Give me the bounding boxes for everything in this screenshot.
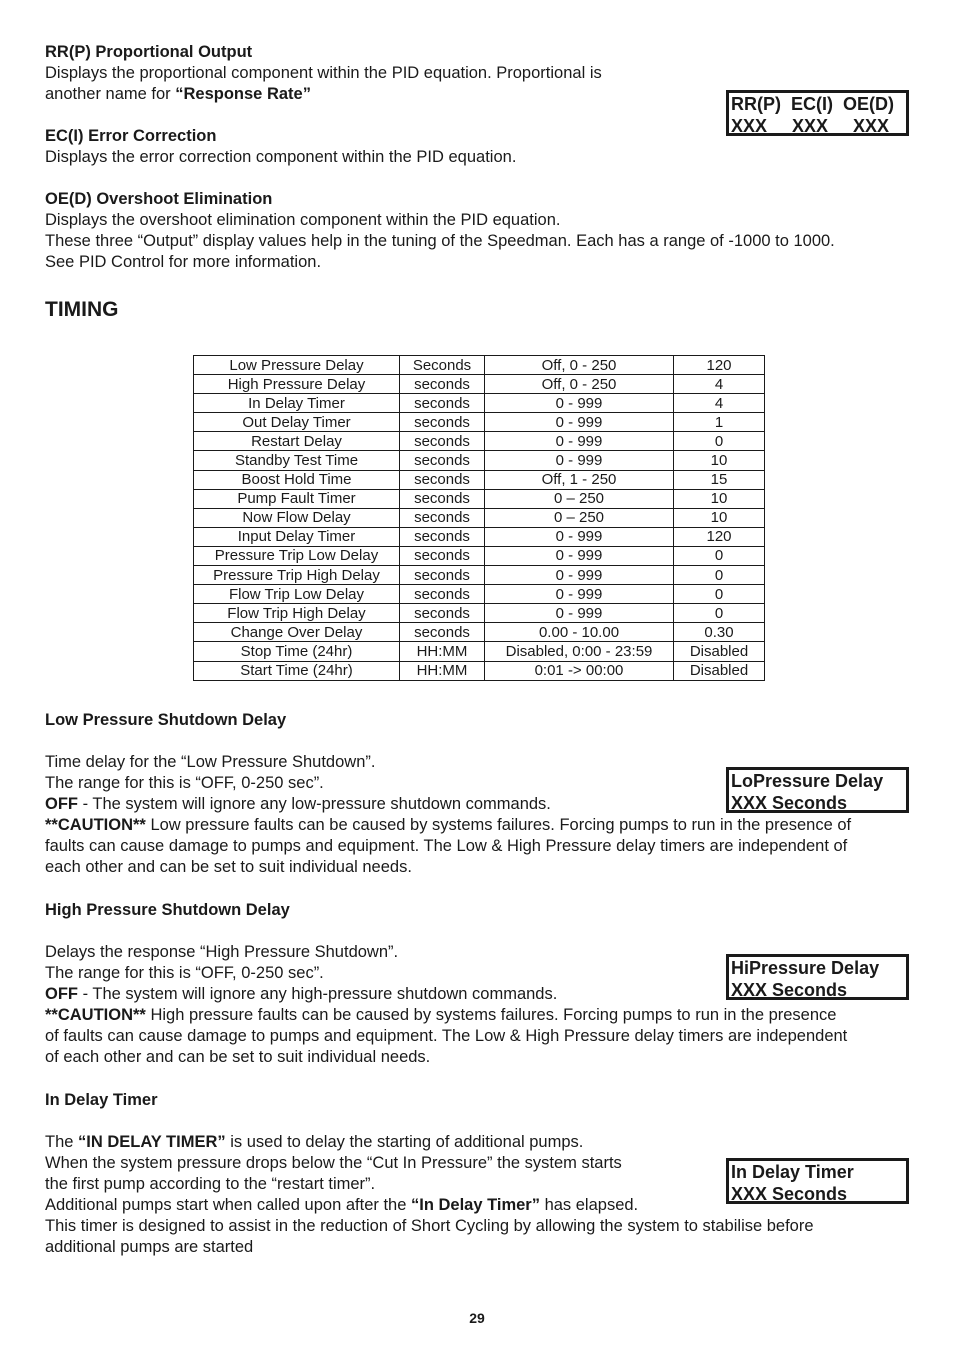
parameter-cell: Flow Trip High Delay [194,604,400,623]
range-cell: 0 – 250 [485,508,674,527]
range-cell: Off, 0 - 250 [485,356,674,375]
range-cell: 0 - 999 [485,604,674,623]
table-row [194,546,765,565]
lowp-caution-line3: each other and can be set to suit individual needs. [45,858,412,876]
highp-line1: Delays the response “High Pressure Shutdown”. [45,943,399,961]
default-cell: 4 [674,394,765,413]
lcd-highp-row2: XXX Seconds [731,980,848,1000]
lowp-heading: Low Pressure Shutdown Delay [45,711,287,729]
unit-cell: seconds [400,604,485,623]
range-cell: Disabled, 0:00 - 23:59 [485,642,674,661]
range-cell: 0 - 999 [485,413,674,432]
page-number: 29 [469,1310,485,1326]
unit-cell: Seconds [400,356,485,375]
unit-cell: seconds [400,566,485,585]
highp-caution-line3: of each other and can be set to suit individual needs. [45,1048,431,1066]
table-row [194,432,765,451]
default-cell: 0 [674,546,765,565]
table-row [194,604,765,623]
eci-line1: Displays the error correction component within the PID equation. [45,148,517,166]
range-cell: Off, 0 - 250 [485,375,674,394]
parameter-cell: High Pressure Delay [194,375,400,394]
oed-line2: These three “Output” display values help in the tuning of the Speedman. Each has a range of -1000 to 1000. [45,232,835,250]
default-cell: 10 [674,451,765,470]
unit-cell: seconds [400,623,485,642]
rrp-heading: RR(P) Proportional Output [45,43,253,61]
range-cell: 0 - 999 [485,566,674,585]
parameter-cell: Standby Test Time [194,451,400,470]
rrp-section [45,42,602,105]
table-row [194,451,765,470]
highp-line2: The range for this is “OFF, 0-250 sec”. [45,964,324,982]
parameter-cell: In Delay Timer [194,394,400,413]
lowp-line1: Time delay for the “Low Pressure Shutdown”. [45,753,376,771]
eci-section [45,126,516,168]
lcd-lowp-row1: LoPressure Delay [731,771,884,791]
default-cell: 0 [674,566,765,585]
parameter-cell: Now Flow Delay [194,508,400,527]
unit-cell: HH:MM [400,642,485,661]
table-row [194,489,765,508]
lcd-indelay-row2: XXX Seconds [731,1184,848,1204]
lowp-line2: The range for this is “OFF, 0-250 sec”. [45,774,324,792]
lcd-highp-row1: HiPressure Delay [731,958,880,978]
indelay-line1: The “IN DELAY TIMER” is used to delay the starting of additional pumps. [45,1133,584,1151]
indelay-line4: Additional pumps start when called upon after the “In Delay Timer” has elapsed. [45,1196,639,1214]
oed-heading: OE(D) Overshoot Elimination [45,190,273,208]
eci-heading: EC(I) Error Correction [45,127,217,145]
range-cell: 0 - 999 [485,432,674,451]
highp-heading: High Pressure Shutdown Delay [45,901,290,919]
unit-cell: seconds [400,527,485,546]
default-cell: Disabled [674,642,765,661]
lcd-lowp-row2: XXX Seconds [731,793,848,813]
parameter-cell: Pressure Trip High Delay [194,566,400,585]
default-cell: 120 [674,527,765,546]
unit-cell: seconds [400,508,485,527]
oed-section [45,189,835,273]
indelay-line2: When the system pressure drops below the “Cut In Pressure” the system starts [45,1154,622,1172]
table-row [194,527,765,546]
table-row [194,642,765,661]
parameter-cell: Input Delay Timer [194,527,400,546]
lcd-indelay-display [726,1158,909,1204]
unit-cell: seconds [400,451,485,470]
range-cell: 0 - 999 [485,585,674,604]
default-cell: 0 [674,585,765,604]
lowp-off-line: OFF - The system will ignore any low-pressure shutdown commands. [45,795,551,813]
range-cell: Off, 1 - 250 [485,470,674,489]
rrp-line2: another name for “Response Rate” [45,85,311,103]
unit-cell: seconds [400,394,485,413]
indelay-line3: the first pump according to the “restart timer”. [45,1175,376,1193]
unit-cell: seconds [400,432,485,451]
rrp-line1: Displays the proportional component within the PID equation. Proportional is [45,64,602,82]
default-cell: 10 [674,489,765,508]
default-cell: 120 [674,356,765,375]
oed-line1: Displays the overshoot elimination component within the PID equation. [45,211,561,229]
table-row [194,375,765,394]
unit-cell: seconds [400,546,485,565]
unit-cell: seconds [400,375,485,394]
range-cell: 0 - 999 [485,527,674,546]
oed-line3: See PID Control for more information. [45,253,322,271]
unit-cell: seconds [400,470,485,489]
lcd-pid-row2: XXX XXX XXX [731,116,890,136]
parameter-cell: Boost Hold Time [194,470,400,489]
parameter-cell: Pump Fault Timer [194,489,400,508]
default-cell: 1 [674,413,765,432]
lcd-pid-row1: RR(P) EC(I) OE(D) [731,94,894,114]
table-row [194,566,765,585]
highp-caution-line2: of faults can cause damage to pumps and equipment. The Low & High Pressure delay timers are independent [45,1027,848,1045]
lowp-caution-line2: faults can cause damage to pumps and equipment. The Low & High Pressure delay timers are independent of [45,837,848,855]
range-cell: 0 – 250 [485,489,674,508]
default-cell: 15 [674,470,765,489]
lcd-lowp-display [726,767,909,813]
lcd-highp-display [726,954,909,1000]
range-cell: 0 - 999 [485,546,674,565]
timing-table [193,355,765,681]
table-row [194,585,765,604]
default-cell: Disabled [674,661,765,680]
parameter-cell: Restart Delay [194,432,400,451]
range-cell: 0 - 999 [485,394,674,413]
lcd-indelay-row1: In Delay Timer [731,1162,854,1182]
lcd-pid-display [726,90,909,136]
unit-cell: seconds [400,489,485,508]
parameter-cell: Start Time (24hr) [194,661,400,680]
table-row [194,356,765,375]
parameter-cell: Out Delay Timer [194,413,400,432]
parameter-cell: Stop Time (24hr) [194,642,400,661]
table-row [194,623,765,642]
table-row [194,394,765,413]
indelay-line5: This timer is designed to assist in the reduction of Short Cycling by allowing the system to stabilise before [45,1217,814,1235]
range-cell: 0 - 999 [485,451,674,470]
parameter-cell: Pressure Trip Low Delay [194,546,400,565]
table-row [194,508,765,527]
default-cell: 0.30 [674,623,765,642]
unit-cell: seconds [400,585,485,604]
table-row [194,470,765,489]
table-row [194,413,765,432]
indelay-line6: additional pumps are started [45,1238,254,1256]
parameter-cell: Flow Trip Low Delay [194,585,400,604]
range-cell: 0.00 - 10.00 [485,623,674,642]
default-cell: 0 [674,604,765,623]
section-title-timing: TIMING [45,298,119,321]
unit-cell: HH:MM [400,661,485,680]
indelay-section [45,1090,814,1258]
lowp-caution-line1: **CAUTION** Low pressure faults can be caused by systems failures. Forcing pumps to run in the presence of [45,816,852,834]
unit-cell: seconds [400,413,485,432]
range-cell: 0:01 -> 00:00 [485,661,674,680]
highp-caution-line1: **CAUTION** High pressure faults can be caused by systems failures. Forcing pumps to run in the presence [45,1006,837,1024]
table-row [194,661,765,680]
default-cell: 0 [674,432,765,451]
highp-off-line: OFF - The system will ignore any high-pressure shutdown commands. [45,985,558,1003]
indelay-heading: In Delay Timer [45,1091,158,1109]
default-cell: 4 [674,375,765,394]
parameter-cell: Low Pressure Delay [194,356,400,375]
default-cell: 10 [674,508,765,527]
parameter-cell: Change Over Delay [194,623,400,642]
